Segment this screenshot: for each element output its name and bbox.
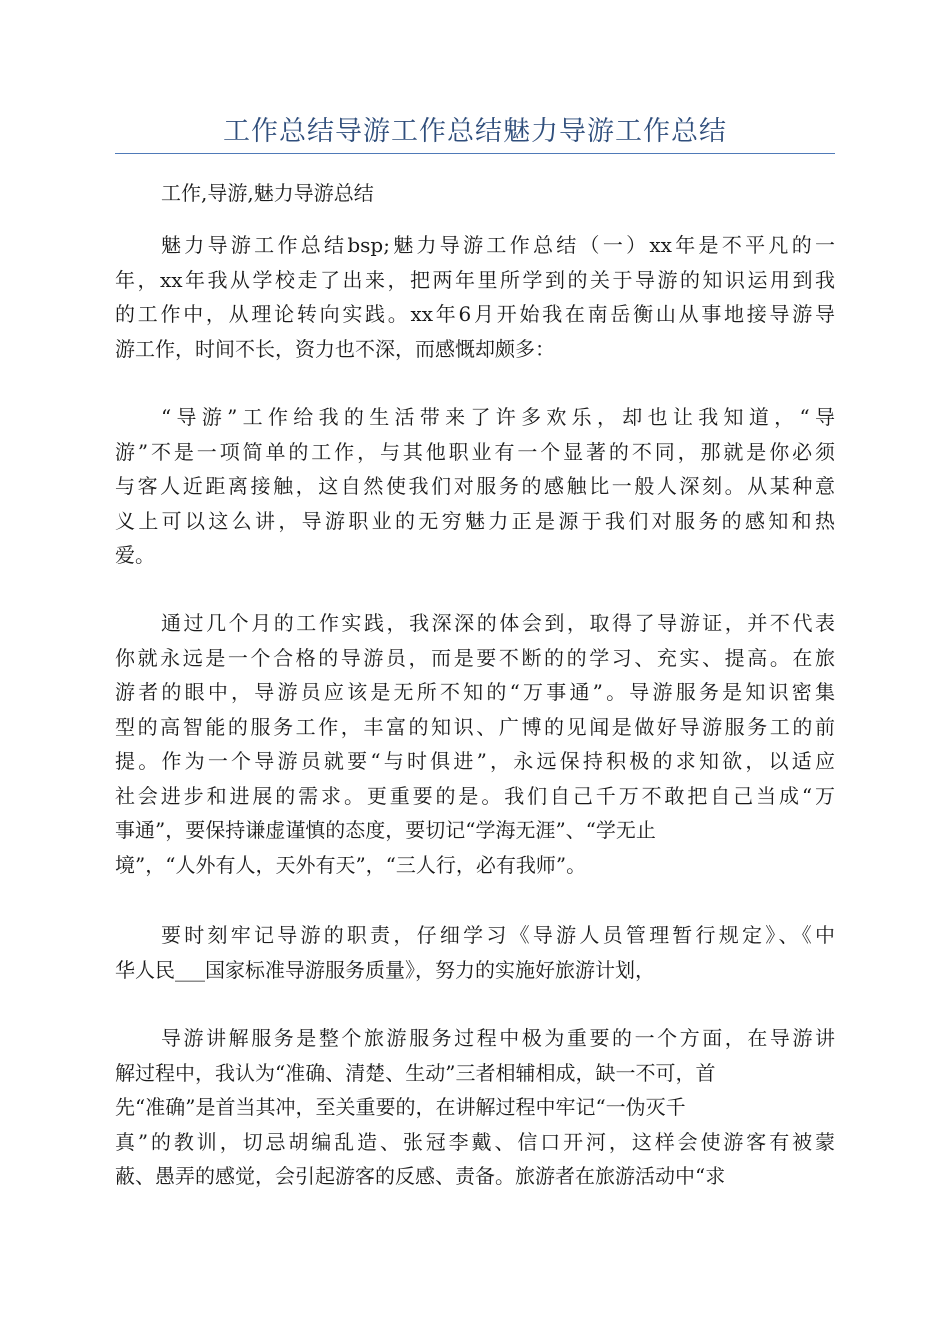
paragraph-line: “导游”工作给我的生活带来了许多欢乐，却也让我知道，“导 [161,405,835,429]
keywords-text: 工作,导游,魅力导游总结 [161,181,374,205]
paragraph-line: 义上可以这么讲，导游职业的无穷魅力正是源于我们对服务的感知和热 [115,508,835,533]
paragraph-line: 的工作中，从理论转向实践。xx年6月开始我在南岳衡山从事地接导游导 [115,302,835,326]
paragraph-line: 型的高智能的服务工作，丰富的知识、广博的见闻是做好导游服务工的前 [115,714,835,739]
paragraph-line: 先“准确”是首当其冲，至关重要的，在讲解过程中牢记“一伪灭千 [115,1095,686,1119]
paragraph-line: 游者的眼中，导游员应该是无所不知的“万事通”。导游服务是知识密集 [115,680,835,704]
paragraph-line: 社会进步和进展的需求。更重要的是。我们自己千万不敢把自己当成“万 [115,783,835,808]
title-underline [115,153,835,154]
paragraph-line: 要时刻牢记导游的职责，仔细学习《导游人员管理暂行规定》、《中 [161,923,835,947]
paragraph-line: 通过几个月的工作实践，我深深的体会到，取得了导游证，并不代表 [161,611,835,635]
paragraph-line: 解过程中，我认为“准确、清楚、生动”三者相辅相成，缺一不可，首 [115,1060,716,1085]
paragraph-4 [115,918,835,987]
paragraph-line: 蔽、愚弄的感觉，会引起游客的反感、责备。旅游者在旅游活动中“求 [115,1164,726,1188]
paragraph-line: 与客人近距离接触，这自然使我们对服务的感触比一般人深刻。从某种意 [115,474,835,498]
paragraph-line: 真”的教训，切忌胡编乱造、张冠李戴、信口开河，这样会使游客有被蒙 [115,1129,835,1154]
paragraph-line: 游”不是一项简单的工作，与其他职业有一个显著的不同，那就是你必须 [115,439,835,464]
paragraph-1 [115,228,835,366]
paragraph-line: 游工作，时间不长，资力也不深，而感慨却颇多： [115,336,555,361]
paragraph-line: 年，xx年我从学校走了出来，把两年里所学到的关于导游的知识运用到我 [115,267,835,292]
paragraph-line: 华人民___国家标准导游服务质量》，努力的实施好旅游计划， [115,957,655,982]
document-title: 工作总结导游工作总结魅力导游工作总结 [223,116,727,147]
paragraph-line: 爱。 [115,543,155,567]
paragraph-2 [115,400,835,573]
paragraph-line: 提。作为一个导游员就要“与时俱进”，永远保持积极的求知欲，以适应 [115,749,835,773]
paragraph-3 [115,606,835,882]
paragraph-line: 魅力导游工作总结bsp;魅力导游工作总结（一）xx年是不平凡的一 [161,233,835,257]
paragraph-5 [115,1021,835,1194]
paragraph-line: 你就永远是一个合格的导游员，而是要不断的的学习、充实、提高。在旅 [115,645,835,670]
paragraph-line: 境”，“人外有人，天外有天”，“三人行，必有我师”。 [115,852,587,877]
paragraph-line: 事通”，要保持谦虚谨慎的态度，要切记“学海无涯”、“学无止 [115,818,656,842]
keywords-line [115,176,835,211]
paragraph-line: 导游讲解服务是整个旅游服务过程中极为重要的一个方面，在导游讲 [161,1026,835,1050]
